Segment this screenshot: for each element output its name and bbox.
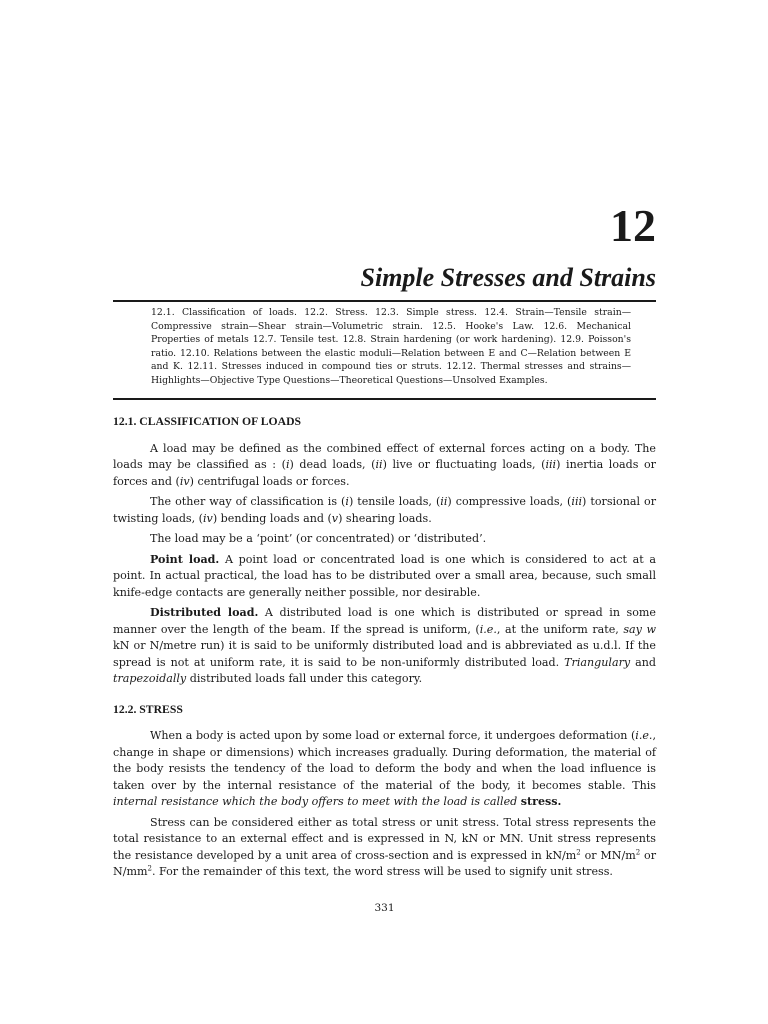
book-page <box>113 0 656 1024</box>
chapter-number: 12 <box>610 200 656 251</box>
term-stress: stress. <box>520 795 562 808</box>
page-number: 331 <box>374 902 395 914</box>
paragraph-point-or-distributed: The load may be a ‘point’ (or concentrated) or ‘distributed’. <box>150 532 487 545</box>
section-heading-classification: 12.1. CLASSIFICATION OF LOADS <box>113 415 302 428</box>
contents-top-rule <box>113 300 656 302</box>
paragraph-unit-stress: Stress can be considered either as total stress or unit stress. Total stress represents the total resistance to an external effect and is expressed in N, kN or MN. Unit stress represents the resistance developed by a unit area of cross-section and is expressed in $kN/m^2$ or $MN/m^2$ or $N/mm^2$. For the remainder of this text, the word stress will be used to signify unit stress. <box>113 815 657 878</box>
paragraph-other-classification: The other way of classification is (i) tensile loads, (ii) compressive loads, (iii) torsional or twisting loads, (iv) bending loads and (v) shearing loads. <box>113 495 657 525</box>
chapter-body <box>113 414 656 881</box>
contents-text: 12.1. Classification of loads. 12.2. Stress. 12.3. Simple stress. 12.4. Strain—Tensile strain—Compressive strain—Shear strain—Volumetric strain. 12.5. Hooke's Law. 12.6. Mechanical Properties of metals 12.7. Tensile test. 12.8. Strain hardening (or work hardening). 12.9. Poisson's ratio. 12.10. Relations between the elastic moduli—Relation between E and C—Relation between E and K. 12.11. Stresses induced in compound ties or struts. 12.12. Thermal stresses and strains—Highlights—Objective Type Questions—Theoretical Questions—Unsolved Examples. <box>151 307 631 386</box>
paragraph-stress-definition: When a body is acted upon by some load or external force, it undergoes deformation (i.e., change in shape or dimensions) which increases gradually. During deformation, the material of the body resists the tendency of the load to deform the body and when the load influence is taken over by the internal resistance of the material of the body, it becomes stable. This internal resistance which the body offers to meet with the load is called stress. <box>113 729 656 808</box>
section-heading-stress: 12.2. STRESS <box>113 702 183 716</box>
term-distributed-load: Distributed load. <box>150 606 259 619</box>
chapter-contents <box>151 306 631 387</box>
paragraph-load-definition: A load may be defined as the combined effect of external forces acting on a body. The loads may be classified as : (i) dead loads, (ii) live or fluctuating loads, (iii) inertia loads or forces and (iv) centrifugal loads or forces. <box>113 441 656 488</box>
contents-bottom-rule <box>113 398 656 400</box>
term-point-load: Point load. <box>150 552 220 566</box>
paragraph-distributed-load: Distributed load. A distributed load is one which is distributed or spread in some manner over the length of the beam. If the spread is uniform, (i.e., at the uniform rate, say w kN or N/metre run) it is said to be uniformly distributed load and is abbreviated as u.d.l. If the spread is not at uniform rate, it is said to be non-uniformly distributed load. Triangulary and trapezoidally distributed loads fall under this category. <box>113 606 657 685</box>
chapter-title: Simple Stresses and Strains <box>360 263 656 292</box>
paragraph-point-load: Point load. A point load or concentrated load is one which is considered to act at a point. In actual practical, the load has to be distributed over a small area, because, such small knife-edge contacts are generally neither possible, nor desirable. <box>113 552 656 599</box>
